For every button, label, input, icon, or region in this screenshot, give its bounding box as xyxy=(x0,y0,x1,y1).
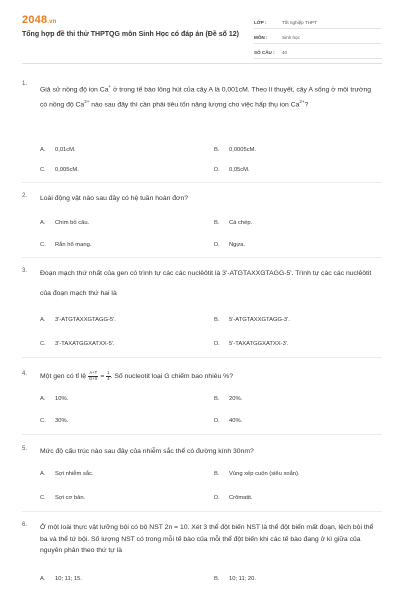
meta-label: MÔN : xyxy=(254,35,268,40)
option-d[interactable]: D. 0,05cM. xyxy=(214,167,250,173)
option-b[interactable]: B. Cá chép. xyxy=(214,220,253,226)
option-b[interactable]: B. 10; 11; 20. xyxy=(214,576,256,582)
question-6 xyxy=(22,522,382,592)
question-divider xyxy=(22,182,382,183)
question-number: 6. xyxy=(22,522,28,528)
fraction-at-gx: $\frac{A+T}{G+X}$ xyxy=(88,370,98,381)
question-1 xyxy=(22,81,382,176)
header-divider xyxy=(22,63,382,64)
option-a[interactable]: A. 3'-ATGTAXXGTAGG-5'. xyxy=(40,317,116,323)
question-number: 3. xyxy=(22,268,28,274)
meta-row-class xyxy=(254,14,382,29)
option-b[interactable]: B. 20%. xyxy=(214,396,243,402)
option-a[interactable]: A. 10; 11; 15. xyxy=(40,576,82,582)
document-meta xyxy=(254,14,382,59)
question-number: 4. xyxy=(22,371,28,377)
option-d[interactable]: D. 5'-TAXATGGXATXX-3'. xyxy=(214,341,289,347)
meta-value: Tốt nghiệp THPT xyxy=(282,20,317,25)
meta-value: Sinh học xyxy=(282,35,300,40)
question-2 xyxy=(22,193,382,253)
logo-text: 2048 xyxy=(22,14,48,26)
question-text: Ở một loài thực vật lưỡng bội có bộ NST 2n = 10. Xét 3 thể đột biến NST là thể đột biến mất đoạn, lệch bội thể ba và thể tứ bội. Số lượng NST có trong mỗi tế bào của mỗi thể đột biến khi các tế bào đang ở kì giữa của nguyên phân theo thứ tự là xyxy=(40,524,374,554)
question-divider xyxy=(22,434,382,435)
question-text: Đoạn mạch thứ nhất của gen có trình tự các các nuclêôtit là 3'-ATGTAXXGTAGG-5'. Trình tự các các nuclêôtit của đoạn mạch thứ hai là xyxy=(40,270,372,297)
option-b[interactable]: B. 5'-ATGTAXXGTAGG-3'. xyxy=(214,317,290,323)
page-header xyxy=(22,14,382,60)
question-number: 2. xyxy=(22,193,28,199)
meta-label: LỚP : xyxy=(254,20,267,25)
question-text: Mức độ cấu trúc nào sau đây của nhiễm sắc thể có đường kính 30nm? xyxy=(40,448,254,455)
meta-value: 40 xyxy=(282,50,288,55)
document-title: Tổng hợp đề thi thử THPTQG môn Sinh Học có đáp án (Đề số 12) xyxy=(22,31,239,38)
site-logo[interactable] xyxy=(22,14,57,26)
meta-row-subject xyxy=(254,29,382,44)
meta-label: SỐ CÂU : xyxy=(254,50,275,55)
question-number: 5. xyxy=(22,446,28,452)
meta-row-count xyxy=(254,44,382,59)
question-text: Loài động vật nào sau đây có hệ tuần hoàn đơn? xyxy=(40,195,189,202)
question-5 xyxy=(22,446,382,506)
question-text: Giả sử nồng độ ion Ca+ ở trong tế bào lông hút của cây A là 0,001cM. Theo lí thuyết, cây A sống ở môi trường có nồng độ $Ca^{2+}$ nào sau đây thì cần phải tiêu tốn năng lượng cho việc hấp thụ ion $Ca^{2+}$? xyxy=(40,84,372,109)
question-3 xyxy=(22,268,382,353)
fraction-one-quarter: $\frac{1}{4}$ xyxy=(107,370,110,381)
question-4 xyxy=(22,371,382,431)
option-a[interactable]: A. Sợi nhiễm sắc. xyxy=(40,471,94,477)
option-c[interactable]: C. 3'-TAXATGGXATXX-5'. xyxy=(40,341,115,347)
option-c[interactable]: C. 0,005cM. xyxy=(40,167,79,173)
option-c[interactable]: C. Rắn hổ mang. xyxy=(40,242,92,248)
option-c[interactable]: C. Sợi cơ bản. xyxy=(40,495,86,501)
option-b[interactable]: B. 0,0005cM. xyxy=(214,147,257,153)
question-divider xyxy=(22,357,382,358)
question-text: Một gen có tỉ lệ $\frac{A+T}{G+X}$ = $\frac{1}{4}$ . Số nucleotit loại G chiếm bao nhiêu %? xyxy=(40,370,233,381)
question-number: 1. xyxy=(22,81,28,87)
option-b[interactable]: B. Vùng xếp cuộn (siêu xoắn). xyxy=(214,471,300,477)
option-a[interactable]: A. Chim bồ câu. xyxy=(40,220,90,226)
option-a[interactable]: A. 0,01cM. xyxy=(40,147,76,153)
option-d[interactable]: D. Crômatit. xyxy=(214,495,253,501)
option-d[interactable]: D. Ngựa. xyxy=(214,242,246,248)
option-c[interactable]: C. 30%. xyxy=(40,418,69,424)
question-divider xyxy=(22,511,382,512)
option-d[interactable]: D. 40%. xyxy=(214,418,243,424)
question-divider xyxy=(22,257,382,258)
option-a[interactable]: A. 10%. xyxy=(40,396,69,402)
logo-suffix: .vn xyxy=(47,19,57,25)
